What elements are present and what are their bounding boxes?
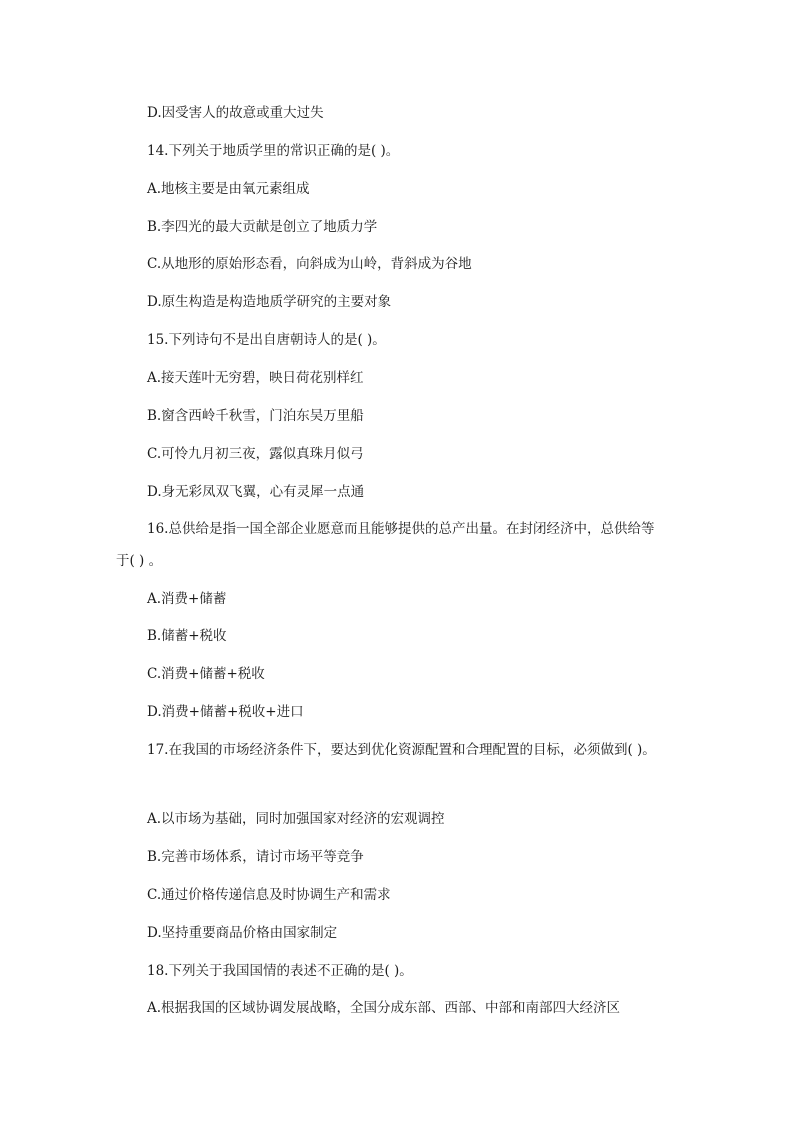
option-17b: B.完善市场体系，请讨市场平等竞争 [147,849,364,865]
option-15d: D.身无彩凤双飞翼，心有灵犀一点通 [147,484,365,500]
question-16-line1: 16.总供给是指一国全部企业愿意而且能够提供的总产出量。在封闭经济中，总供给等 [147,521,655,537]
question-14: 14.下列关于地质学里的常识正确的是( )。 [147,143,400,159]
option-16d: D.消费+储蓄+税收+进口 [147,704,304,720]
option-15b: B.窗含西岭千秋雪，门泊东吴万里船 [147,408,364,424]
question-18: 18.下列关于我国国情的表述不正确的是( )。 [147,963,413,979]
option-16a: A.消费+储蓄 [147,591,227,607]
option-15c: C.可怜九月初三夜，露似真珠月似弓 [147,446,364,462]
question-15: 15.下列诗句不是出自唐朝诗人的是( )。 [147,332,386,348]
question-17: 17.在我国的市场经济条件下，要达到优化资源配置和合理配置的目标，必须做到( )。 [147,742,656,758]
option-14d: D.原生构造是构造地质学研究的主要对象 [147,294,392,310]
option-14c: C.从地形的原始形态看，向斜成为山岭，背斜成为谷地 [147,256,472,272]
option-17d: D.坚持重要商品价格由国家制定 [147,925,338,941]
option-14b: B.李四光的最大贡献是创立了地质力学 [147,219,378,235]
option-16b: B.储蓄+税收 [147,628,227,644]
option-16c: C.消费+储蓄+税收 [147,666,265,682]
option-17a: A.以市场为基础，同时加强国家对经济的宏观调控 [147,811,445,827]
option-13d: D.因受害人的故意或重大过失 [147,105,324,121]
option-14a: A.地核主要是由氧元素组成 [147,181,310,197]
option-18a: A.根据我国的区域协调发展战略，全国分成东部、西部、中部和南部四大经济区 [147,1000,621,1016]
option-17c: C.通过价格传递信息及时协调生产和需求 [147,887,391,903]
question-16-line2: 于( ) 。 [116,553,163,569]
option-15a: A.接天莲叶无穷碧，映日荷花别样红 [147,370,364,386]
